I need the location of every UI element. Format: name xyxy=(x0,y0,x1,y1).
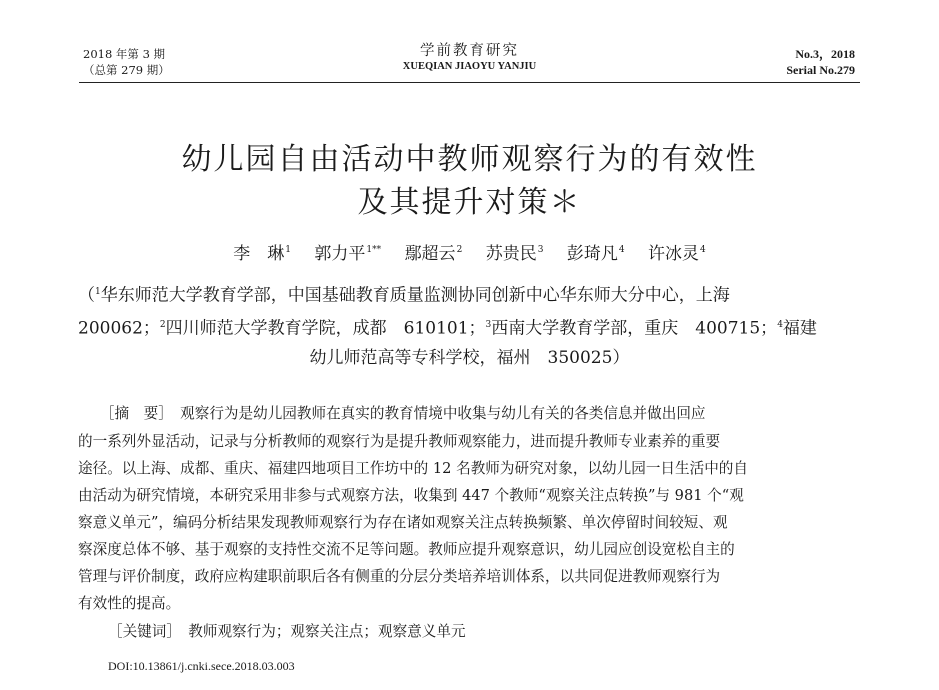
keywords: ［关键词］ 教师观察行为；观察关注点；观察意义单元 xyxy=(108,623,466,640)
author-affiliation-mark: 4 xyxy=(618,245,625,255)
journal-name-en: XUEQIAN JIAOYU YANJIU xyxy=(402,61,537,72)
abstract-line: 有效性的提高。 xyxy=(78,595,181,612)
author xyxy=(486,244,544,264)
author-name: 郭力平 xyxy=(314,243,366,264)
author-name: 鄢超云 xyxy=(404,243,456,264)
author-affiliation-mark: 2 xyxy=(456,245,463,255)
abstract-line: 察深度总体不够、基于观察的支持性交流不足等问题。教师应提升观察意识，幼儿园应创设宽松自主的 xyxy=(78,541,735,558)
journal-name-cn: 学前教育研究 xyxy=(420,43,519,59)
paper-title-line-2: 及其提升对策＊ xyxy=(357,185,582,220)
author xyxy=(567,244,625,264)
abstract-line: 管理与评价制度，政府应构建职前职后各有侧重的分层分类培养培训体系，以共同促进教师观察行为 xyxy=(78,568,721,585)
author-affiliation-mark: 1 xyxy=(285,245,292,255)
author-list xyxy=(0,238,939,266)
author-affiliation-mark: 3 xyxy=(537,245,544,255)
abstract-line: 由活动为研究情境，本研究采用非参与式观察方法，收集到 447 个教师“观察关注点转换”与 981 个“观 xyxy=(78,487,744,504)
author-name: 彭琦凡 xyxy=(566,243,618,264)
author-name: 苏贵民 xyxy=(485,243,537,264)
doi: DOI:10.13861/j.cnki.sece.2018.03.003 xyxy=(108,659,295,673)
affiliation-line-1: （$^1$华东师范大学教育学部，中国基础教育质量监测协同创新中心华东师大分中心，上海 xyxy=(78,285,730,306)
issue-number: 2018 年第 3 期 xyxy=(83,47,166,61)
affiliation-line-3: 幼儿师范高等专科学校，福州 350025） xyxy=(309,348,630,368)
author xyxy=(233,244,291,264)
abstract-line: ［摘 要］ 观察行为是幼儿园教师在真实的教育情境中收集与幼儿有关的各类信息并做出回应 xyxy=(78,405,706,422)
volume-number: No.3，2018 xyxy=(795,47,855,61)
abstract-line: 的一系列外显活动，记录与分析教师的观察行为是提升教师观察能力，进而提升教师专业素养的重要 xyxy=(78,433,721,450)
total-issue-number: （总第 279 期） xyxy=(83,63,170,77)
paper-title-line-1: 幼儿园自由活动中教师观察行为的有效性 xyxy=(181,142,758,177)
author-name: 李 琳 xyxy=(233,243,285,264)
header-rule xyxy=(79,82,860,83)
affiliation-line-2: 200062；$^2$四川师范大学教育学院，成都 610101；$^3$西南大学教育学部，重庆 400715；$^4$福建 xyxy=(78,318,817,339)
abstract-line: 察意义单元”，编码分析结果发现教师观察行为存在诸如观察关注点转换频繁、单次停留时间较短、观 xyxy=(78,514,728,531)
author xyxy=(648,244,706,264)
author-name: 许冰灵 xyxy=(647,243,699,264)
author-affiliation-mark: 1** xyxy=(366,245,382,255)
serial-info xyxy=(786,46,855,78)
page-header xyxy=(0,0,939,84)
author xyxy=(314,244,381,264)
abstract-line: 途径。以上海、成都、重庆、福建四地项目工作坊中的 12 名教师为研究对象，以幼儿园一日生活中的自 xyxy=(78,460,748,477)
author-affiliation-mark: 4 xyxy=(699,245,706,255)
serial-number: Serial No.279 xyxy=(786,63,855,77)
author xyxy=(405,244,463,264)
